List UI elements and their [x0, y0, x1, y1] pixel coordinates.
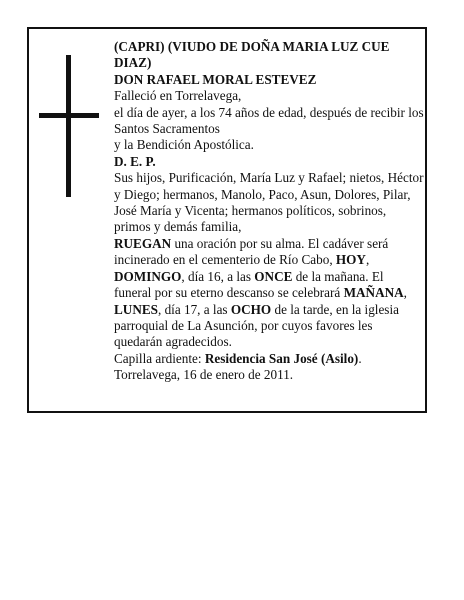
- request-text-4: de la mañana. El funeral por su eterno descanso se celebrará: [114, 268, 384, 301]
- death-details-2: y la Bendición Apostólica.: [114, 137, 254, 153]
- once-text: ONCE: [254, 268, 293, 284]
- request-text-5: ,: [403, 285, 407, 301]
- rip-line: [114, 154, 424, 170]
- request-text-6: , día 17, a las: [157, 301, 231, 317]
- hoy-text: HOY: [335, 252, 366, 268]
- ocho-text: OCHO: [230, 301, 272, 317]
- deceased-name-text: DON RAFAEL MORAL ESTEVEZ: [114, 71, 317, 87]
- request-text-2: ,: [365, 252, 370, 268]
- rip-text: D. E. P.: [114, 153, 156, 169]
- cross-vertical-bar: [66, 55, 71, 197]
- manana-text: MAÑANA: [343, 285, 404, 301]
- cross-icon: [39, 55, 99, 197]
- request-text-3: , día 16, a las: [181, 268, 255, 284]
- request-paragraph: [114, 236, 424, 351]
- notice-text: [114, 39, 424, 384]
- chapel-place: Residencia San José (Asilo): [204, 350, 359, 366]
- deceased-name: [114, 72, 424, 88]
- chapel-label: Capilla ardiente:: [114, 350, 205, 366]
- death-details-1: el día de ayer, a los 74 años de edad, después de recibir los Santos Sacramentos: [114, 104, 424, 137]
- domingo-text: DOMINGO: [114, 268, 182, 284]
- death-place: Falleció en Torrelavega,: [114, 88, 242, 104]
- request-text-1: una oración por su alma. El cadáver será incinerado en el cementerio de Río Cabo,: [114, 235, 389, 268]
- lunes-text: LUNES: [114, 301, 158, 317]
- obituary-notice: [27, 27, 427, 413]
- chapel-line: [114, 351, 424, 367]
- ruegan-text: RUEGAN: [114, 235, 172, 251]
- header-line-text: (CAPRI) (VIUDO DE DOÑA MARIA LUZ CUE DIAZ): [114, 39, 390, 71]
- family-paragraph: Sus hijos, Purificación, María Luz y Rafael; nietos, Héctor y Diego; hermanos, Manolo, Paco, Asun, Dolores, Pilar, José María y Vicenta; hermanos políticos, sobrinos, primos y demás familia,: [114, 170, 424, 235]
- place-date: Torrelavega, 16 de enero de 2011.: [114, 367, 294, 383]
- chapel-end: .: [358, 350, 362, 366]
- header-line: [114, 39, 424, 72]
- request-text-7: de la tarde, en la iglesia parroquial de La Asunción, por cuyos favores les quedarán agradecidos.: [114, 301, 399, 350]
- cross-horizontal-bar: [39, 113, 99, 118]
